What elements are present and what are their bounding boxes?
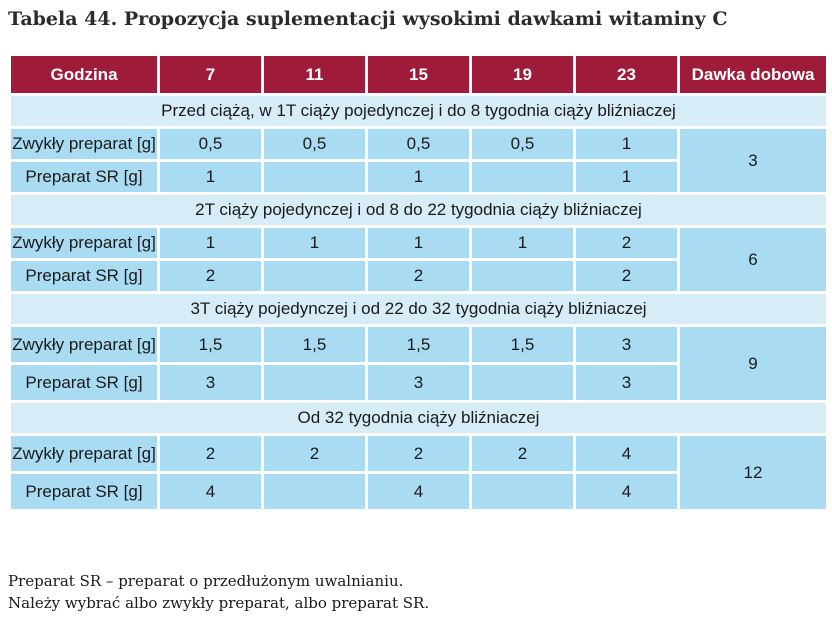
footnotes	[8, 570, 429, 614]
table-title: Tabela 44. Propozycja suplementacji wysokimi dawkami witaminy C	[8, 8, 728, 30]
table-cell: 0,5	[264, 129, 365, 159]
header-cell: 19	[472, 56, 573, 93]
section-row	[11, 195, 826, 225]
header-row	[11, 56, 826, 93]
table-cell: 0,5	[160, 129, 261, 159]
table-row	[11, 436, 826, 471]
table-cell: 2	[160, 261, 261, 291]
table-cell	[472, 365, 573, 400]
table-cell: 2	[368, 261, 469, 291]
table-cell: 4	[576, 474, 677, 509]
section-label: Od 32 tygodnia ciąży bliźniaczej	[11, 403, 826, 433]
table-cell: 1,5	[160, 327, 261, 362]
section-label: 2T ciąży pojedynczej i od 8 do 22 tygodnia ciąży bliźniaczej	[11, 195, 826, 225]
table-cell	[264, 261, 365, 291]
table-cell: 3	[160, 365, 261, 400]
header-cell: 15	[368, 56, 469, 93]
table-cell: 1	[368, 162, 469, 192]
header-cell: Godzina	[11, 56, 157, 93]
row-label: Zwykły preparat [g]	[11, 327, 157, 362]
row-label: Zwykły preparat [g]	[11, 129, 157, 159]
table-cell: 2	[160, 436, 261, 471]
table-cell: 2	[472, 436, 573, 471]
table-cell	[264, 365, 365, 400]
table-row	[11, 129, 826, 159]
table-cell: 1,5	[472, 327, 573, 362]
section-label: Przed ciążą, w 1T ciąży pojedynczej i do 8 tygodnia ciąży bliźniaczej	[11, 96, 826, 126]
table-cell: 2	[368, 436, 469, 471]
table-cell: 2	[576, 261, 677, 291]
table-cell: 1,5	[264, 327, 365, 362]
table-cell: 2	[264, 436, 365, 471]
table-cell: 3	[576, 327, 677, 362]
section-row	[11, 403, 826, 433]
table-cell	[472, 261, 573, 291]
row-label: Zwykły preparat [g]	[11, 436, 157, 471]
row-label: Preparat SR [g]	[11, 162, 157, 192]
table-cell: 4	[576, 436, 677, 471]
row-label: Preparat SR [g]	[11, 261, 157, 291]
daily-dose-cell: 12	[680, 436, 826, 509]
footnote: Preparat SR – preparat o przedłużonym uwalnianiu.	[8, 572, 404, 590]
table-cell: 4	[160, 474, 261, 509]
header-cell: 23	[576, 56, 677, 93]
footnote: Należy wybrać albo zwykły preparat, albo preparat SR.	[8, 594, 430, 612]
daily-dose-cell: 9	[680, 327, 826, 400]
table-cell	[472, 474, 573, 509]
supplementation-table	[8, 53, 829, 512]
table-cell	[264, 474, 365, 509]
table-row	[11, 327, 826, 362]
row-label: Zwykły preparat [g]	[11, 228, 157, 258]
table-cell: 0,5	[472, 129, 573, 159]
row-label: Preparat SR [g]	[11, 365, 157, 400]
row-label: Preparat SR [g]	[11, 474, 157, 509]
table-cell: 0,5	[368, 129, 469, 159]
table-cell: 1	[368, 228, 469, 258]
header-cell: Dawka dobowa	[680, 56, 826, 93]
daily-dose-cell: 3	[680, 129, 826, 192]
section-row	[11, 294, 826, 324]
table-cell: 3	[576, 365, 677, 400]
table-cell: 1	[264, 228, 365, 258]
table-row	[11, 228, 826, 258]
daily-dose-cell: 6	[680, 228, 826, 291]
section-label: 3T ciąży pojedynczej i od 22 do 32 tygodnia ciąży bliźniaczej	[11, 294, 826, 324]
table-cell: 3	[368, 365, 469, 400]
table-cell: 4	[368, 474, 469, 509]
table-cell: 1	[160, 162, 261, 192]
header-cell: 7	[160, 56, 261, 93]
table-cell: 1,5	[368, 327, 469, 362]
table-cell: 1	[160, 228, 261, 258]
table-cell	[264, 162, 365, 192]
table-cell: 1	[576, 162, 677, 192]
table-cell	[472, 162, 573, 192]
table-cell: 1	[472, 228, 573, 258]
header-cell: 11	[264, 56, 365, 93]
table-cell: 2	[576, 228, 677, 258]
table-cell: 1	[576, 129, 677, 159]
section-row	[11, 96, 826, 126]
